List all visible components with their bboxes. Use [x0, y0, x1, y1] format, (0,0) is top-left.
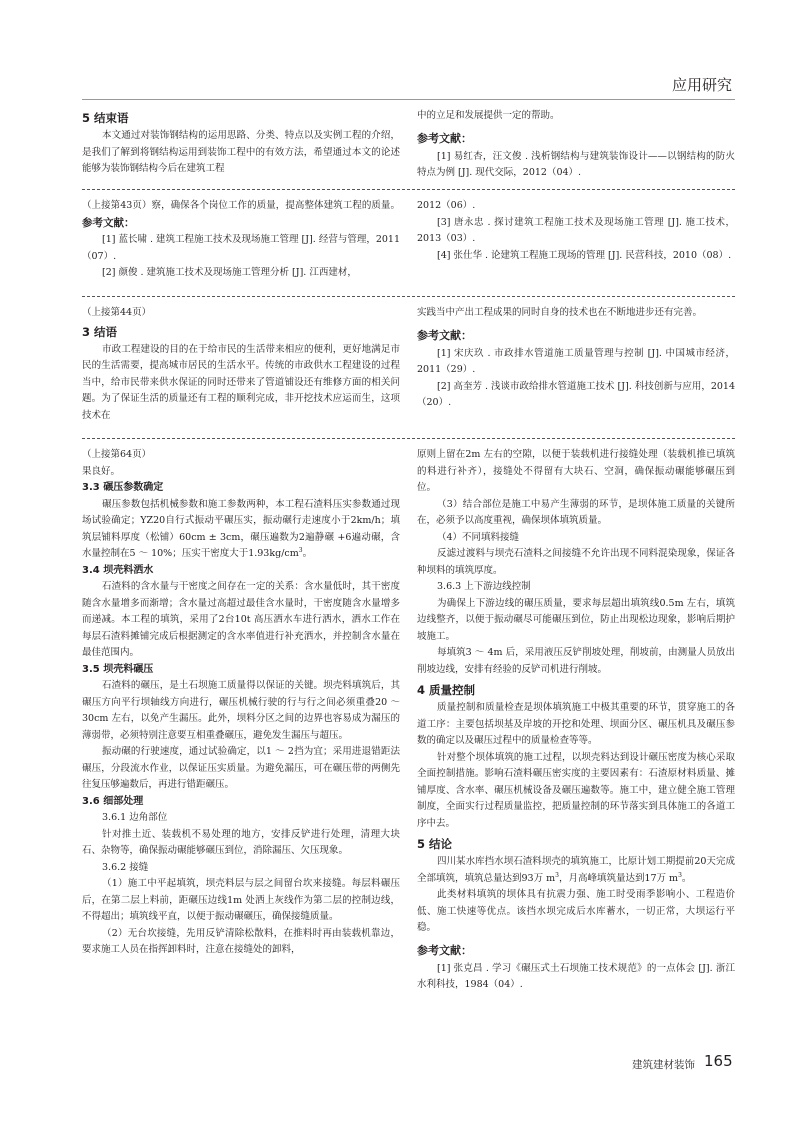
header-rule: [82, 99, 735, 100]
section-4-paragraph: 质量控制和质量检查是坝体填筑施工中极其重要的环节，贯穿施工的各道工序：主要包括坝基及岸坡的开挖和处理、坝面分区、碾压机具及碾压参数的确定以及碾压过程中的质量检查等等。: [417, 702, 735, 746]
reference-item: [3] 唐永忠 . 探讨建筑工程施工技术及现场施工管理 [J]. 施工技术，2013（03）.: [417, 216, 735, 244]
references-heading: 参考文献：: [417, 131, 472, 145]
continuation-note: （上接第43页）察，确保各个岗位工作的质量，提高整体建筑工程的质量。: [82, 200, 400, 211]
conclusion-paragraph: 本文通过对装饰钢结构的运用思路、分类、特点以及实例工程的介绍，是我们了解到将钢结构运用到装饰工程中的有效方法，希望通过本文的论述能够为装饰钢结构今后在建筑工程: [82, 130, 400, 174]
section-3-5-paragraph: 石渣料的碾压，是土石坝施工质量得以保证的关键。坝壳料填筑后，其碾压方向平行坝轴线方向进行，碾压机械行驶的行与行之间必须重叠20 ～ 30cm 左右，以免产生漏压。此外，坝料分区之间的边界也容易成为漏压的薄弱带，必须特别注意要互相重叠碾压，避免发生漏压与超压。: [82, 680, 400, 741]
references-heading: 参考文献：: [417, 328, 472, 342]
section-3-4-heading: 3.4 坝壳料洒水: [82, 564, 154, 576]
continued-text: 实践当中产出工程成果的同时自身的技术也在不断地进步还有完善。: [417, 307, 703, 318]
reference-item: [1] 宋庆玖 . 市政排水管道施工质量管理与控制 [J]. 中国城市经济，2011（29）.: [417, 347, 735, 375]
continuation-note: （上接第64页）: [82, 449, 152, 460]
section-title: 应用研究: [671, 76, 732, 94]
reference-item: [1] 易红杏，汪文俊 . 浅析钢结构与建筑装饰设计——以钢结构的防火特点为例 [J]. 现代交际，2012（04）.: [417, 150, 735, 178]
continued-text: 原则上留在2m 左右的空隙，以便于装载机进行接缝处理（装载机推已填筑的料进行补齐），接缝处不得留有大块石、空洞，确保振动碾能够碾压到位。: [417, 449, 735, 493]
reference-item: [2] 高奎芳 . 浅谈市政给排水管道施工技术 [J]. 科技创新与应用，2014（20）.: [417, 380, 735, 408]
reference-item: [2] 颜俊 . 建筑施工技术及现场施工管理分析 [J]. 江西建材，: [102, 267, 357, 278]
continued-text: [82, 198, 400, 232]
block2-left-column: [82, 198, 400, 282]
section-3-6-1-paragraph: 针对推土近、装载机不易处理的地方，安排反铲进行处理，清理大块石、杂物等，确保振动碾能够碾压到位，消除漏压、欠压现象。: [82, 828, 400, 856]
block3-right-column: [417, 305, 735, 412]
block3-left-column: [82, 305, 400, 424]
section-3-6-3-heading: 3.6.3 上下游边线控制: [437, 581, 531, 592]
section-3-5-heading: 3.5 坝壳料碾压: [82, 663, 154, 675]
summary-heading: 3 结语: [82, 324, 118, 339]
block4-left-column: [82, 447, 400, 959]
section-4-heading: 4 质量控制: [417, 683, 476, 697]
section-3-6-1-heading: 3.6.1 边角部位: [102, 812, 168, 823]
section-divider: [82, 296, 735, 297]
block4-right-column: [417, 447, 735, 994]
reference-item: [4] 张仕华 . 论建筑工程施工现场的管理 [J]. 民营科技，2010（08）.: [437, 249, 732, 261]
section-3-6-2-heading: 3.6.2 接缝: [102, 861, 149, 873]
section-3-4-paragraph: 石渣料的含水量与干密度之间存在一定的关系：含水量低时，其干密度随含水量增多而渐增；含水量过高超过最佳含水量时，干密度随含水量增多而递减。本工程的填筑，采用了2台10t 高压洒水车进行洒水，洒水工作在每层石渣料摊铺完成后根据测定的含水率值进行补充洒水，并控制含水量在最佳范围内。: [82, 581, 400, 658]
section-divider: [82, 438, 735, 439]
section-3-6-3-paragraph: 为确保上下游边线的碾压质量，要求每层超出填筑线0.5m 左右，填筑边线整齐，以便于振动碾尽可能碾压到位，防止出现松边现象，影响后期护坡施工。: [417, 597, 735, 642]
section-3-5-paragraph: 振动碾的行驶速度，通过试验确定，以1 ～ 2挡为宜；采用进退错距法碾压，分段流水作业，以保证压实质量。为避免漏压，可在碾压带的两侧先往复压够遍数后，再进行错距碾压。: [82, 746, 400, 790]
section-3-3-paragraph: 碾压参数包括机械参数和施工参数两种，本工程石渣料压实参数通过现场试验确定；YZ20自行式振动平碾压实，振动碾行走速度小于2km/h；填筑层铺料厚度（松铺）60cm ± 3cm，碾压遍数为2遍静碾 +6遍动碾，含水量控制在5 ～ 10%；压实干密度大于$1.93kg/cm^3$。: [82, 498, 400, 559]
section-3-3-heading: 3.3 碾压参数确定: [82, 482, 164, 493]
joint-item-3: （3）结合部位是施工中易产生薄弱的环节，是坝体施工质量的关键所在，必须予以高度重视，确保坝体填筑质量。: [417, 498, 735, 526]
publication-name: 建筑建材装饰: [632, 1059, 695, 1071]
conclusion-heading: 5 结束语: [82, 111, 129, 125]
continued-text: 2012（06）.: [417, 200, 476, 211]
section-5-paragraph: 此类材料填筑的坝体具有抗震力强、施工时受雨季影响小、工程造价低、施工快速等优点。该挡水坝完成后水库蓄水，一切正常，大坝运行平稳。: [417, 889, 735, 933]
section-3-6-2-paragraph: （2）无台坎接缝，先用反铲清除松散料，在推料时再由装载机靠边，要求施工人员在指挥卸料时，注意在接缝处的卸料，: [82, 927, 400, 955]
reference-item: [1] 张克昌 . 学习《碾压式土石坝施工技术规范》的一点体会 [J]. 浙江水利科技，1984（04）.: [417, 962, 735, 990]
page-number: 165: [704, 1052, 733, 1070]
joint-item-4-title: （4）不同填料接缝: [437, 531, 520, 543]
references-heading: 参考文献：: [82, 216, 135, 229]
continued-text: 中的立足和发展提供一定的帮助。: [417, 110, 560, 121]
continued-text: 果良好。: [82, 465, 121, 477]
section-5-paragraph: 四川某水库挡水坝石渣料坝壳的填筑施工，比原计划工期提前20天完成全部填筑，填筑总量达到93万 $m^3$，月高峰填筑量达到17万 $m^3$。: [417, 856, 735, 884]
section-5-heading: 5 结论: [417, 837, 453, 851]
block1-right-column: [417, 108, 735, 182]
summary-paragraph: 市政工程建设的目的在于给市民的生活带来相应的便利，更好地满足市民的生活需要，提高城市居民的生活水平。传统的市政供水工程建设的过程当中，给市民带来供水保证的同时还带来了管道铺设还有维修方面的相关问题。为了保证生活的质量还有工程的顺利完成，非开挖技术应运而生，这项技术在: [82, 343, 400, 421]
block2-right-column: [417, 198, 735, 264]
joint-item-4-text: 反滤过渡料与坝壳石渣料之间接缝不允许出现不同料混染现象，保证各种坝料的填筑厚度。: [417, 548, 735, 576]
references-heading: 参考文献：: [417, 943, 472, 957]
continuation-note: （上接第44页）: [82, 307, 152, 318]
section-3-6-3-paragraph: 每填筑3 ～ 4m 后，采用液压反铲削坡处理，削坡前，由测量人员放出削坡边线，安排有经验的反铲司机进行削坡。: [417, 647, 735, 675]
block1-left-column: [82, 108, 400, 178]
section-divider: [82, 189, 735, 190]
section-4-paragraph: 针对整个坝体填筑的施工过程，以坝壳料达到设计碾压密度为核心采取全面控制措施。影响石渣料碾压密实度的主要因素有：石渣原材料质量、摊铺厚度、含水率、碾压机械设备及碾压遍数等。施工中，建立健全施工管理制度，全面实行过程质量监控，把质量控制的环节落实到具体施工的各道工序中去。: [417, 751, 735, 829]
reference-item: [1] 蓝长啸 . 建筑工程施工技术及现场施工管理 [J]. 经营与管理，2011（07）.: [82, 234, 400, 262]
section-3-6-2-paragraph: （1）施工中平起填筑，坝壳料层与层之间留台坎来接缝。每层料碾压后，在第二层上料前，距碾压边线1m 处洒上灰线作为第二层的控制边线，不得超出；填筑线平直，以便于振动碾碾压，确保接缝质量。: [82, 878, 400, 922]
section-3-6-heading: 3.6 细部处理: [82, 795, 144, 807]
